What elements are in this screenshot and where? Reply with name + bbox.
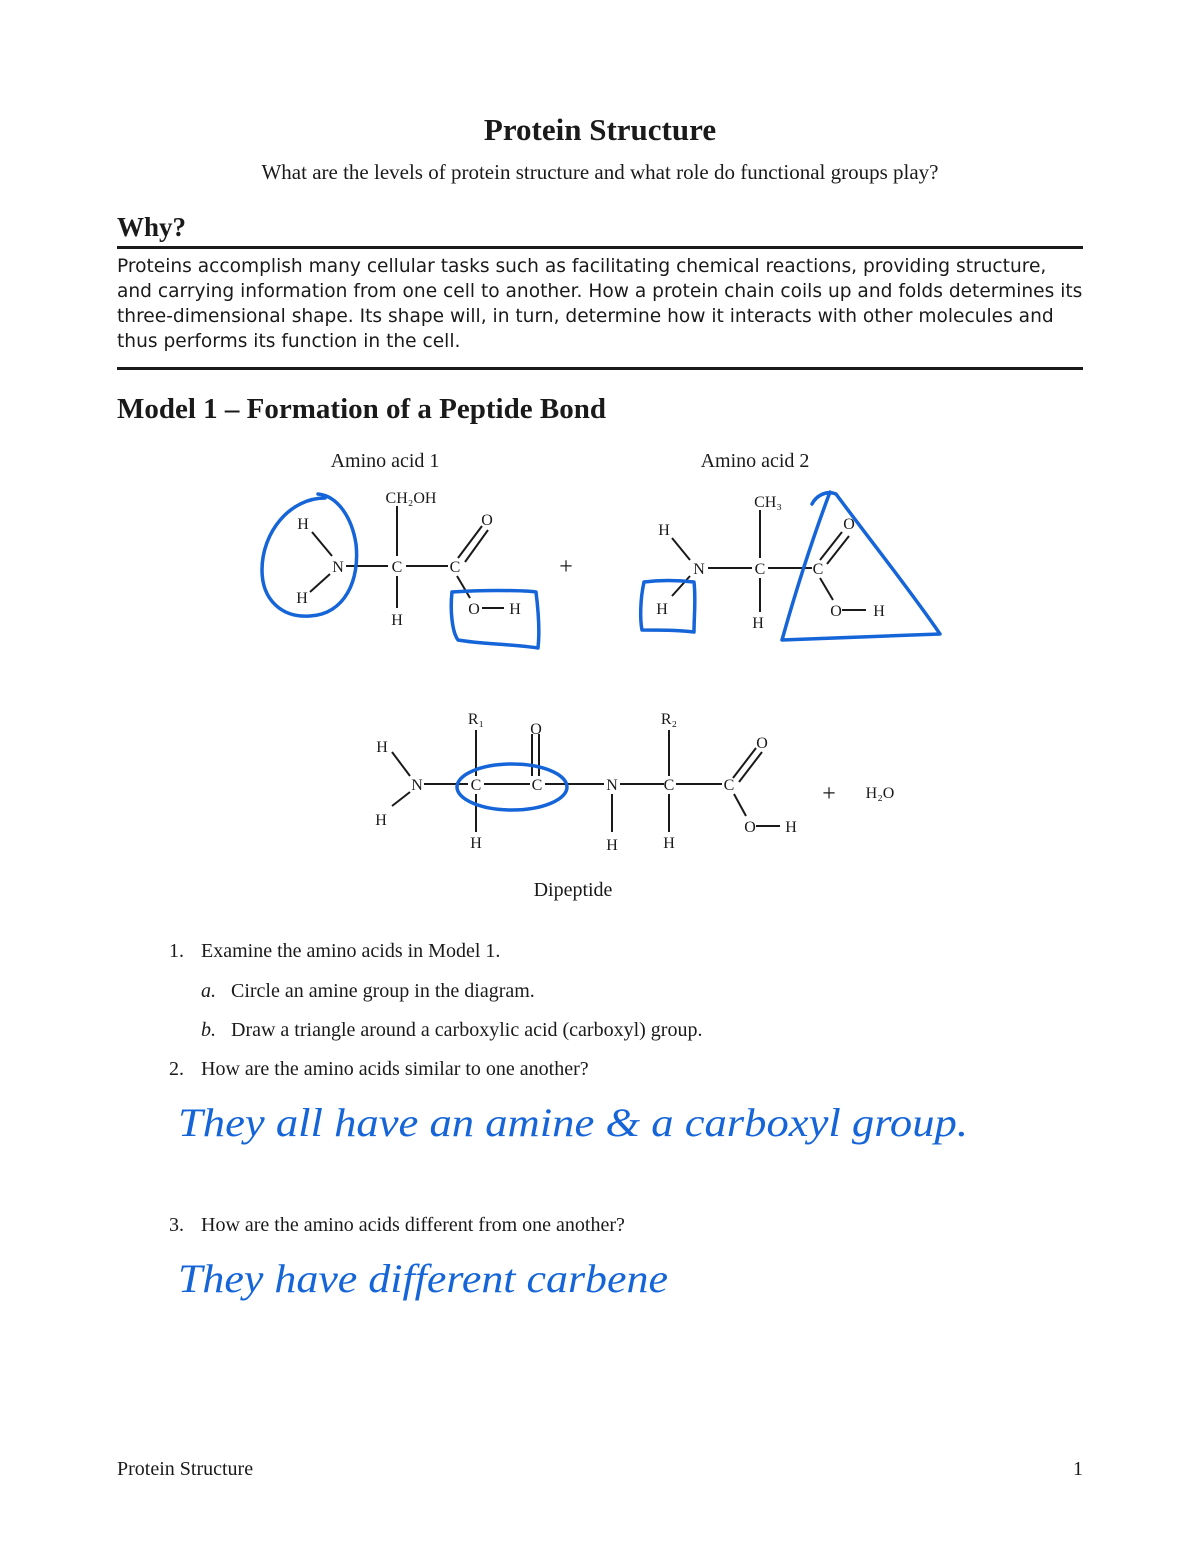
- amino-acid-1-label: Amino acid 1: [330, 450, 440, 472]
- atom-c: C: [531, 777, 543, 794]
- atom-c: C: [663, 777, 675, 794]
- amine-circle-annotation: [262, 494, 357, 616]
- atom-h: H: [375, 812, 387, 829]
- atom-o: O: [756, 735, 768, 752]
- diagram-labels: [331, 450, 810, 901]
- why-body: Proteins accomplish many cellular tasks such as facilitating chemical reactions, providing structure, and carrying information from one cell to another. How a protein chain coils up and folds determines its three-dimensional shape. Its shape will, in turn, determine how it interacts with other molecules and thus performs its function in the cell.: [117, 256, 1083, 352]
- sub-text: Circle an amine group in the diagram.: [231, 980, 535, 1002]
- peptide-bond-diagram: [0, 440, 1200, 910]
- sub-letter: a.: [201, 980, 216, 1002]
- atom-h: H: [785, 819, 797, 836]
- atoms: [296, 490, 894, 854]
- atom-c: C: [391, 559, 403, 576]
- atom-h: H: [658, 522, 670, 539]
- sub-text: Draw a triangle around a carboxylic acid (carboxyl) group.: [231, 1019, 703, 1041]
- why-bottom-rule: [117, 367, 1083, 370]
- atom-h: H: [470, 835, 482, 852]
- answer-2-text: They all have an amine & a carboxyl group.: [178, 1100, 969, 1145]
- atom-c: C: [754, 561, 766, 578]
- answer-3-handwriting: [170, 1242, 690, 1322]
- atom-o: O: [468, 601, 480, 618]
- sub-letter: b.: [201, 1019, 216, 1041]
- question-text: Examine the amino acids in Model 1.: [201, 940, 501, 962]
- atom-c: C: [812, 561, 824, 578]
- atom-h: H: [297, 516, 309, 533]
- atom-o: O: [843, 516, 855, 533]
- dipeptide-label: Dipeptide: [533, 879, 613, 901]
- plus-sign: +: [559, 554, 573, 580]
- model1-heading: Model 1 – Formation of a Peptide Bond: [117, 393, 606, 425]
- amino-acid-2-label: Amino acid 2: [700, 450, 810, 472]
- plus-sign: +: [822, 781, 836, 807]
- atom-h: H: [376, 739, 388, 756]
- r2-label: R₂: [660, 711, 678, 728]
- answer-3-text: They have different carbene: [178, 1256, 668, 1301]
- page-title: Protein Structure: [483, 112, 717, 147]
- atom-h: H: [663, 835, 675, 852]
- atom-o: O: [744, 819, 756, 836]
- hydroxyl-box-annotation: [451, 591, 539, 649]
- atom-c: C: [449, 559, 461, 576]
- question-number: 1.: [169, 940, 184, 962]
- why-top-rule: [117, 246, 1083, 249]
- atom-h: H: [509, 601, 521, 618]
- question-text: How are the amino acids similar to one another?: [201, 1058, 589, 1080]
- atom-o: O: [530, 721, 542, 738]
- footer-title: Protein Structure: [117, 1458, 254, 1480]
- question-number: 2.: [169, 1058, 184, 1080]
- carboxyl-triangle-annotation: [782, 492, 940, 640]
- atom-h: H: [656, 601, 668, 618]
- atom-o: O: [830, 603, 842, 620]
- atom-n: N: [332, 559, 344, 576]
- answer-2-handwriting: [170, 1086, 990, 1166]
- atom-h: H: [752, 615, 764, 632]
- bonds: [310, 506, 866, 832]
- why-heading: Why?: [117, 212, 187, 242]
- r1-label: R₁: [467, 711, 485, 728]
- atom-n: N: [411, 777, 423, 794]
- side-chain-2: CH₃: [754, 494, 782, 511]
- atom-c: C: [470, 777, 482, 794]
- atom-c: C: [723, 777, 735, 794]
- atom-n: N: [606, 777, 618, 794]
- question-text: How are the amino acids different from one another?: [201, 1214, 625, 1236]
- page-number: 1: [1073, 1458, 1083, 1480]
- hand-annotations: [262, 492, 940, 810]
- atom-h: H: [391, 612, 403, 629]
- amine-box-annotation: [641, 581, 695, 633]
- atom-h: H: [296, 590, 308, 607]
- atom-o: O: [481, 512, 493, 529]
- side-chain-1: CH₂OH: [385, 490, 437, 507]
- page-subtitle: What are the levels of protein structure and what role do functional groups play?: [261, 160, 939, 184]
- atom-h: H: [873, 603, 885, 620]
- atom-n: N: [693, 561, 705, 578]
- question-number: 3.: [169, 1214, 184, 1236]
- atom-h: H: [606, 837, 618, 854]
- water-label: H₂O: [865, 785, 895, 802]
